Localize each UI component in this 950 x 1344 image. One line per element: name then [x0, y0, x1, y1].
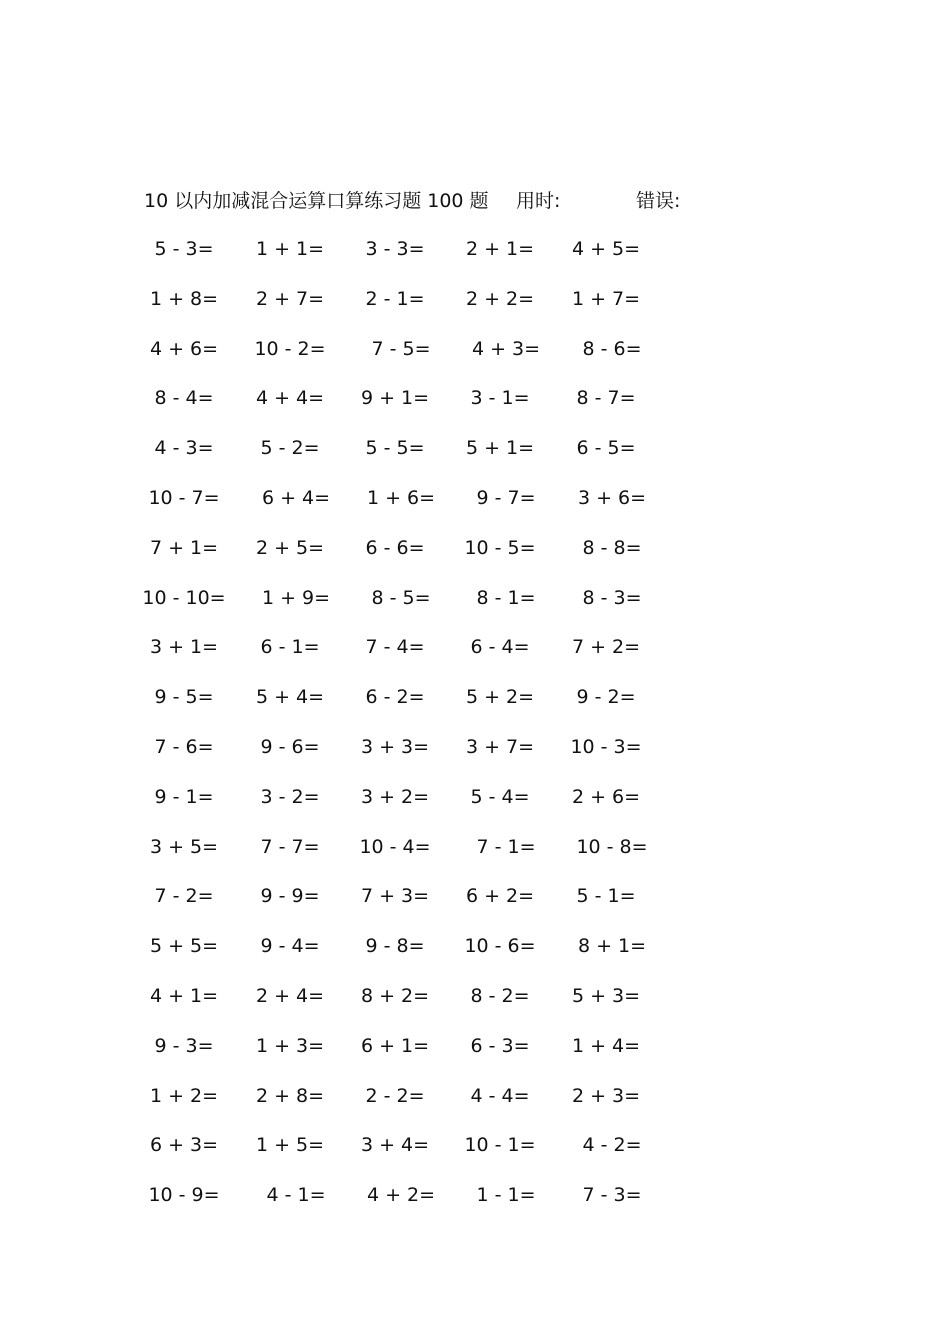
- arithmetic-problem: 1 - 1=: [476, 1184, 536, 1207]
- errors-label: 错误:: [636, 190, 681, 212]
- arithmetic-problem: 2 - 2=: [365, 1084, 425, 1107]
- arithmetic-problem: 2 + 4=: [255, 984, 325, 1007]
- arithmetic-problem: 8 - 2=: [470, 984, 530, 1007]
- arithmetic-problem: 7 + 3=: [360, 885, 430, 908]
- arithmetic-problem: 8 + 1=: [577, 935, 647, 958]
- arithmetic-problem: 3 + 7=: [465, 735, 535, 758]
- arithmetic-problem: 2 + 8=: [255, 1084, 325, 1107]
- arithmetic-problem: 6 - 2=: [365, 686, 425, 709]
- problem-row: [0, 433, 950, 483]
- arithmetic-problem: 5 - 1=: [576, 885, 636, 908]
- arithmetic-problem: 9 - 4=: [260, 935, 320, 958]
- arithmetic-problem: 3 + 4=: [360, 1134, 430, 1157]
- arithmetic-problem: 10 - 3=: [570, 735, 642, 758]
- arithmetic-problem: 2 - 1=: [365, 287, 425, 310]
- arithmetic-problem: 1 + 9=: [261, 586, 331, 609]
- problem-row: [0, 632, 950, 682]
- arithmetic-problem: 4 + 6=: [149, 337, 219, 360]
- arithmetic-problem: 5 - 3=: [154, 238, 214, 260]
- arithmetic-problem: 5 + 5=: [149, 935, 219, 958]
- arithmetic-problem: 4 + 1=: [149, 984, 219, 1007]
- arithmetic-problem: 3 - 2=: [260, 785, 320, 808]
- arithmetic-problem: 8 - 7=: [576, 387, 636, 410]
- problem-row: [0, 383, 950, 433]
- problem-row: [0, 1031, 950, 1081]
- arithmetic-problem: 10 - 1=: [464, 1134, 536, 1157]
- arithmetic-problem: 2 + 5=: [255, 536, 325, 559]
- arithmetic-problem: 9 - 5=: [154, 686, 214, 709]
- arithmetic-problem: 8 + 2=: [360, 984, 430, 1007]
- arithmetic-problem: 1 + 4=: [571, 1034, 641, 1057]
- arithmetic-problem: 9 - 3=: [154, 1034, 214, 1057]
- arithmetic-problem: 10 - 2=: [254, 337, 326, 360]
- arithmetic-problem: 7 - 6=: [154, 735, 214, 758]
- arithmetic-problem: 6 + 1=: [360, 1034, 430, 1057]
- arithmetic-problem: 6 + 2=: [465, 885, 535, 908]
- arithmetic-problem: 10 - 4=: [359, 835, 431, 858]
- arithmetic-problem: 10 - 6=: [464, 935, 536, 958]
- arithmetic-problem: 6 - 4=: [470, 636, 530, 659]
- arithmetic-problem: 7 - 2=: [154, 885, 214, 908]
- arithmetic-problem: 8 - 4=: [154, 387, 214, 410]
- arithmetic-problem: 9 - 2=: [576, 686, 636, 709]
- arithmetic-problem: 10 - 10=: [142, 586, 226, 609]
- arithmetic-problem: 2 + 3=: [571, 1084, 641, 1107]
- problem-row: [0, 782, 950, 832]
- arithmetic-problem: 4 - 3=: [154, 437, 214, 460]
- arithmetic-problem: 8 - 8=: [582, 536, 642, 559]
- arithmetic-problem: 1 + 6=: [366, 486, 436, 509]
- arithmetic-problem: 4 - 1=: [266, 1184, 326, 1207]
- problem-row: [0, 881, 950, 931]
- arithmetic-problem: 3 + 3=: [360, 735, 430, 758]
- arithmetic-problem: 5 - 5=: [365, 437, 425, 460]
- arithmetic-problem: 7 - 3=: [582, 1184, 642, 1207]
- arithmetic-problem: 9 - 8=: [365, 935, 425, 958]
- arithmetic-problem: 3 + 5=: [149, 835, 219, 858]
- arithmetic-problem: 4 - 2=: [582, 1134, 642, 1157]
- arithmetic-problem: 1 + 8=: [149, 287, 219, 310]
- arithmetic-problem: 5 + 4=: [255, 686, 325, 709]
- arithmetic-problem: 9 - 1=: [154, 785, 214, 808]
- problem-row: [0, 234, 950, 284]
- arithmetic-problem: 1 + 7=: [571, 287, 641, 310]
- arithmetic-problem: 8 - 3=: [582, 586, 642, 609]
- problem-row: [0, 732, 950, 782]
- arithmetic-problem: 9 - 6=: [260, 735, 320, 758]
- arithmetic-problem: 5 - 2=: [260, 437, 320, 460]
- problem-row: [0, 832, 950, 882]
- arithmetic-problem: 5 + 3=: [571, 984, 641, 1007]
- arithmetic-problem: 3 + 6=: [577, 486, 647, 509]
- arithmetic-problem: 6 - 3=: [470, 1034, 530, 1057]
- problem-row: [0, 1130, 950, 1180]
- problem-row: [0, 583, 950, 633]
- arithmetic-problem: 1 + 5=: [255, 1134, 325, 1157]
- arithmetic-problem: 8 - 5=: [371, 586, 431, 609]
- problem-row: [0, 284, 950, 334]
- problem-row: [0, 533, 950, 583]
- arithmetic-problem: 8 - 6=: [582, 337, 642, 360]
- worksheet-title: 10 以内加减混合运算口算练习题 100 题: [144, 190, 489, 212]
- problem-row: [0, 483, 950, 533]
- arithmetic-problem: 6 - 6=: [365, 536, 425, 559]
- arithmetic-problem: 4 - 4=: [470, 1084, 530, 1107]
- arithmetic-problem: 3 + 2=: [360, 785, 430, 808]
- arithmetic-problem: 2 + 2=: [465, 287, 535, 310]
- arithmetic-problem: 4 + 5=: [571, 238, 641, 260]
- arithmetic-problem: 4 + 3=: [471, 337, 541, 360]
- arithmetic-problem: 7 - 1=: [476, 835, 536, 858]
- arithmetic-problem: 6 - 1=: [260, 636, 320, 659]
- arithmetic-problem: 2 + 6=: [571, 785, 641, 808]
- arithmetic-problem: 3 - 1=: [470, 387, 530, 410]
- arithmetic-problem: 8 - 1=: [476, 586, 536, 609]
- problem-row: [0, 1180, 950, 1230]
- problem-row: [0, 682, 950, 732]
- arithmetic-problem: 7 + 2=: [571, 636, 641, 659]
- problem-row: [0, 1081, 950, 1131]
- arithmetic-problem: 5 + 2=: [465, 686, 535, 709]
- arithmetic-problem: 6 + 3=: [149, 1134, 219, 1157]
- arithmetic-problem: 6 + 4=: [261, 486, 331, 509]
- arithmetic-problem: 1 + 2=: [149, 1084, 219, 1107]
- arithmetic-problem: 1 + 3=: [255, 1034, 325, 1057]
- arithmetic-problem: 9 + 1=: [360, 387, 430, 410]
- problem-row: [0, 931, 950, 981]
- problem-row: [0, 981, 950, 1031]
- problem-row: [0, 334, 950, 384]
- arithmetic-problem: 9 - 9=: [260, 885, 320, 908]
- arithmetic-problem: 4 + 2=: [366, 1184, 436, 1207]
- arithmetic-problem: 4 + 4=: [255, 387, 325, 410]
- arithmetic-problem: 10 - 9=: [148, 1184, 220, 1207]
- arithmetic-problem: 7 - 4=: [365, 636, 425, 659]
- arithmetic-problem: 5 + 1=: [465, 437, 535, 460]
- arithmetic-problem: 9 - 7=: [476, 486, 536, 509]
- arithmetic-problem: 7 - 5=: [371, 337, 431, 360]
- arithmetic-problem: 10 - 8=: [576, 835, 648, 858]
- arithmetic-problem: 3 + 1=: [149, 636, 219, 659]
- arithmetic-problem: 10 - 5=: [464, 536, 536, 559]
- arithmetic-problem: 2 + 1=: [465, 238, 535, 260]
- arithmetic-problem: 7 + 1=: [149, 536, 219, 559]
- arithmetic-problem: 7 - 7=: [260, 835, 320, 858]
- arithmetic-problem: 6 - 5=: [576, 437, 636, 460]
- problem-grid: [0, 234, 950, 1230]
- arithmetic-problem: 2 + 7=: [255, 287, 325, 310]
- time-used-label: 用时:: [516, 190, 561, 212]
- arithmetic-problem: 1 + 1=: [255, 238, 325, 260]
- arithmetic-problem: 5 - 4=: [470, 785, 530, 808]
- arithmetic-problem: 3 - 3=: [365, 238, 425, 260]
- arithmetic-problem: 10 - 7=: [148, 486, 220, 509]
